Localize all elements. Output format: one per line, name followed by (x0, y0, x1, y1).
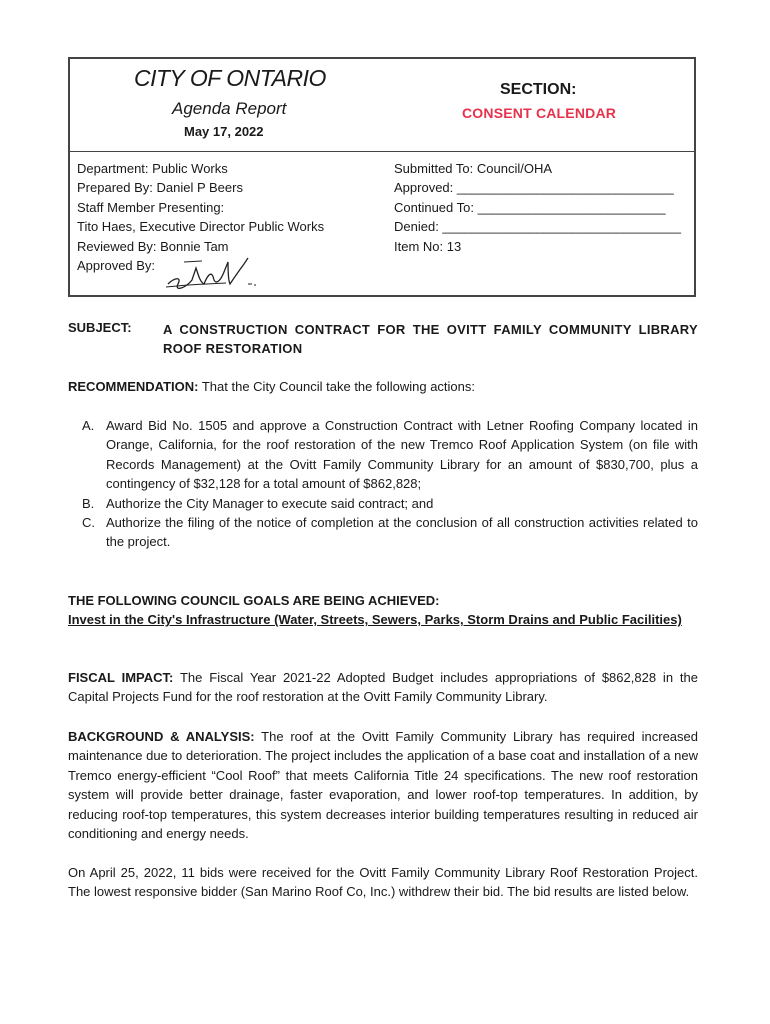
bids-paragraph: On April 25, 2022, 11 bids were received for the Ovitt Family Community Library Roof Restoration Project. The lowest responsive bidder (San Marino Roof Co, Inc.) withdrew their bid. The bid results are listed below. (68, 865, 698, 900)
list-item (82, 494, 698, 513)
background-analysis (68, 727, 698, 843)
item-number: Item No: 13 (394, 238, 462, 254)
staff-name: Tito Haes, Executive Director Public Works (77, 219, 325, 235)
background-label: BACKGROUND & ANALYSIS: (68, 729, 255, 744)
list-text: Award Bid No. 1505 and approve a Construction Contract with Letner Roofing Company located in Orange, California, for the roof restoration of the new Tremco Roof Application System (on file with Records Management) at the Ovitt Family Community Library for an amount of $830,700, plus a contingency of $32,128 for a total amount of $862,828; (106, 418, 698, 492)
report-date: May 17, 2022 (184, 124, 264, 139)
list-marker: B. (82, 495, 95, 511)
council-goals (68, 591, 698, 630)
section-label: SECTION: (500, 81, 577, 98)
list-text: Authorize the City Manager to execute said contract; and (106, 495, 434, 511)
list-item (82, 416, 698, 494)
city-title: CITY OF ONTARIO (134, 65, 326, 91)
recommendation-text: That the City Council take the following actions: (198, 379, 476, 394)
list-item (82, 513, 698, 552)
fiscal-impact (68, 668, 698, 707)
background-text: The roof at the Ovitt Family Community Library has required increased maintenance due to deterioration. The project includes the application of a base coat and installation of a new Tremco energy-efficient “Cool Roof” that meets California Title 24 specifications. The new roof restoration system will provide better drainage, faster evaporation, and lower roof-top temperatures. In addition, by reducing roof-top temperatures, this system decreases interior building temperatures resulting in reduced air conditioning and energy needs. (68, 729, 698, 842)
fiscal-text: The Fiscal Year 2021-22 Adopted Budget includes appropriations of $862,828 in the Capital Projects Fund for the roof restoration at the Ovitt Family Community Library. (68, 670, 698, 705)
fiscal-label: FISCAL IMPACT: (68, 670, 174, 685)
reviewed-by: Reviewed By: Bonnie Tam (77, 238, 229, 254)
staff-presenting: Staff Member Presenting: (77, 199, 225, 215)
recommendation (68, 377, 698, 396)
goals-heading: THE FOLLOWING COUNCIL GOALS ARE BEING ACHIEVED: (68, 593, 440, 608)
report-type: Agenda Report (172, 99, 287, 118)
list-marker: C. (82, 515, 95, 531)
denied-line: Denied: _________________________________ (394, 219, 682, 235)
header-box (68, 57, 696, 297)
list-text: Authorize the filing of the notice of completion at the conclusion of all construction activities related to the project. (106, 515, 698, 550)
list-marker: A. (82, 418, 95, 433)
prepared-by: Prepared By: Daniel P Beers (77, 180, 243, 196)
goal-text: Invest in the City's Infrastructure (Water, Streets, Sewers, Parks, Storm Drains and Public Facilities) (68, 612, 682, 628)
continued-to-line: Continued To: __________________________ (394, 199, 666, 215)
signature-image (164, 254, 264, 292)
section-value: CONSENT CALENDAR (462, 105, 617, 121)
recommendation-list (82, 416, 698, 552)
subject-label: SUBJECT: (68, 320, 132, 335)
header-divider (70, 151, 694, 152)
details-right (394, 159, 681, 256)
department: Department: Public Works (77, 161, 228, 176)
subject-text: A CONSTRUCTION CONTRACT FOR THE OVITT FAMILY COMMUNITY LIBRARY ROOF RESTORATION (163, 322, 698, 357)
submitted-to: Submitted To: Council/OHA (394, 161, 552, 176)
recommendation-label: RECOMMENDATION: (68, 379, 199, 394)
approved-by: Approved By: (77, 258, 156, 274)
approved-line: Approved: ______________________________ (394, 180, 674, 196)
